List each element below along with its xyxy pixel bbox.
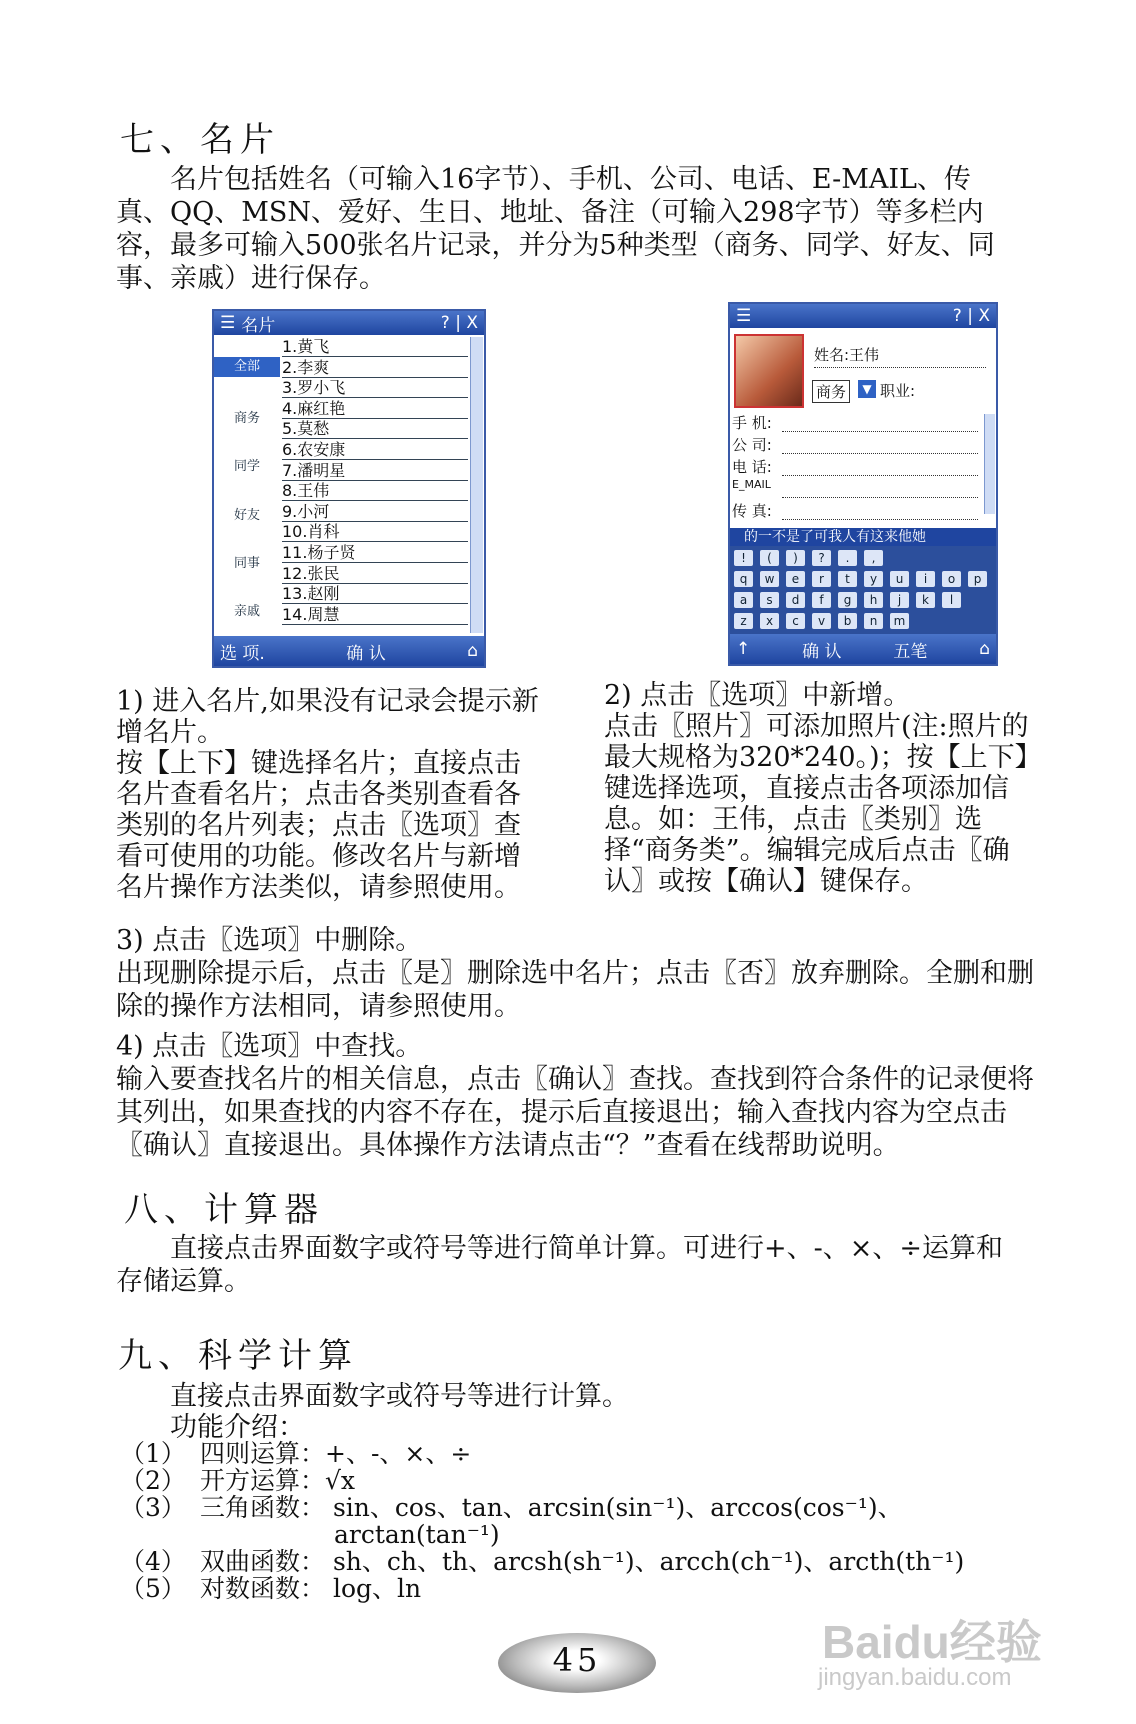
help-close-icons[interactable]: ? | X [440, 313, 478, 333]
keyboard-key[interactable]: f [812, 592, 831, 608]
card-list-item[interactable]: 6.农安康 [282, 440, 468, 460]
keyboard-key[interactable]: y [864, 571, 883, 587]
keyboard-key[interactable]: d [786, 592, 805, 608]
section-8-body: 直接点击界面数字或符号等进行简单计算。可进行+、-、×、÷运算和存储运算。 [116, 1233, 1003, 1297]
menu-icon[interactable]: ☰ [220, 313, 236, 333]
function-item-text: 对数函数： log、ln [200, 1574, 422, 1603]
card-list-item[interactable]: 12.张民 [282, 564, 468, 584]
section-9-title: 九、科学计算 [118, 1336, 358, 1376]
confirm-softkey[interactable]: 确 认 [802, 641, 842, 662]
field-underline [782, 452, 978, 454]
keyboard-key[interactable]: . [838, 550, 857, 566]
keyboard-key[interactable]: l [942, 592, 961, 608]
caption-1-head: 1) 进入名片,如果没有记录会提示新增名片。 [116, 686, 539, 748]
field-label[interactable]: 传 真: [732, 502, 772, 520]
baidu-watermark-url: jingyan.baidu.com [818, 1664, 1012, 1691]
name-underline [814, 366, 986, 368]
keyboard-key[interactable]: i [916, 571, 935, 587]
keyboard-key[interactable]: u [890, 571, 909, 587]
keyboard-key[interactable]: e [786, 571, 805, 587]
card-list-screenshot [212, 309, 486, 668]
category-friend[interactable]: 好友 [233, 508, 260, 523]
function-item-number: （4） [120, 1547, 186, 1576]
function-item-number: （2） [120, 1466, 186, 1495]
keyboard-key[interactable]: k [916, 592, 935, 608]
function-item [120, 1440, 1020, 1467]
type-select[interactable]: 商务 [812, 380, 850, 403]
keyboard-key[interactable]: o [942, 571, 961, 587]
keyboard-key[interactable]: p [968, 571, 987, 587]
card-list-item[interactable]: 10.肖科 [282, 522, 468, 542]
input-method-softkey[interactable]: 五笔 [893, 641, 928, 662]
function-item-text: arctan(tan⁻¹) [334, 1520, 500, 1549]
options-softkey[interactable]: 选 项. [220, 643, 265, 664]
function-item [120, 1467, 1020, 1494]
function-item-text: 三角函数： sin、cos、tan、arcsin(sin⁻¹)、arccos(cos⁻¹)、 [200, 1493, 903, 1522]
menu-icon[interactable]: ☰ [736, 306, 752, 326]
keyboard-key[interactable]: ( [760, 550, 779, 566]
caption-2-body: 点击〖照片〗可添加照片(注:照片的最大规格为320*240。)；按【上下】键选择选项，直接点击各项添加信息。如：王伟，点击〖类别〗选择“商务类”。编辑完成后点击〖确认〗或按【确认】键保存。 [604, 711, 1029, 897]
category-classmate[interactable]: 同学 [233, 459, 260, 474]
keyboard-key[interactable]: n [864, 613, 883, 629]
step-4 [116, 1030, 1034, 1162]
confirm-softkey[interactable]: 确 认 [346, 643, 386, 664]
back-icon[interactable]: ↑ [736, 639, 751, 659]
home-icon[interactable]: ⌂ [979, 639, 990, 659]
field-underline [782, 430, 978, 432]
step-4-body: 输入要查找名片的相关信息，点击〖确认〗查找。查找到符合条件的记录便将其列出，如果查找的内容不存在，提示后直接退出；输入查找内容为空点击〖确认〗直接退出。具体操作方法请点击“？”查看在线帮助说明。 [116, 1064, 1034, 1161]
keyboard-key[interactable]: j [890, 592, 909, 608]
section-9-body: 直接点击界面数字或符号等进行计算。 [170, 1381, 629, 1412]
category-colleague[interactable]: 同事 [233, 556, 260, 571]
keyboard-key[interactable]: h [864, 592, 883, 608]
keyboard-key[interactable]: m [890, 613, 909, 629]
home-icon[interactable]: ⌂ [467, 641, 478, 661]
screen1-titlebar [214, 311, 484, 335]
keyboard-key[interactable]: ? [812, 550, 831, 566]
card-list-item[interactable]: 14.周慧 [282, 605, 468, 625]
keyboard-key[interactable]: v [812, 613, 831, 629]
keyboard-key[interactable]: t [838, 571, 857, 587]
function-item-text: 开方运算：√x [200, 1466, 356, 1495]
category-all[interactable]: 全部 [214, 357, 280, 377]
screen2-titlebar [730, 304, 996, 328]
step-3 [116, 924, 1034, 1023]
field-label[interactable]: E_MAIL [732, 478, 771, 491]
chevron-down-icon[interactable]: ▼ [858, 380, 876, 398]
name-field[interactable]: 姓名:王伟 [814, 346, 880, 364]
screen2-scrollbar[interactable] [984, 414, 995, 514]
keyboard-key[interactable]: a [734, 592, 753, 608]
card-list-item[interactable]: 5.莫愁 [282, 419, 468, 439]
keyboard-key[interactable]: g [838, 592, 857, 608]
caption-1-body: 按【上下】键选择名片；直接点击名片查看名片；点击各类别查看各类别的名片列表；点击〖选项〗查看可使用的功能。修改名片与新增名片操作方法类似，请参照使用。 [116, 748, 521, 903]
function-item-number: （3） [120, 1493, 186, 1522]
step-4-head: 4) 点击〖选项〗中查找。 [116, 1031, 423, 1062]
function-item-number: （1） [120, 1439, 186, 1468]
keyboard-key[interactable]: w [760, 571, 779, 587]
step-3-head: 3) 点击〖选项〗中删除。 [116, 925, 423, 956]
function-item [120, 1494, 1020, 1521]
job-field[interactable]: 职业: [880, 382, 916, 400]
category-relative[interactable]: 亲戚 [233, 604, 260, 619]
keyboard-key[interactable]: x [760, 613, 779, 629]
function-item [120, 1521, 1020, 1548]
card-list-item[interactable]: 3.罗小飞 [282, 378, 468, 398]
keyboard-key[interactable]: ! [734, 550, 753, 566]
function-item [120, 1548, 1020, 1575]
function-list [120, 1440, 1020, 1602]
keyboard-key[interactable]: c [786, 613, 805, 629]
field-underline [782, 518, 978, 520]
screen1-scrollbar[interactable] [470, 337, 483, 633]
caption-2 [604, 680, 1032, 897]
step-3-body: 出现删除提示后，点击〖是〗删除选中名片；点击〖否〗放弃删除。全删和删除的操作方法相同，请参照使用。 [116, 958, 1034, 1022]
keyboard-key[interactable]: s [760, 592, 779, 608]
field-label[interactable]: 手 机: [732, 414, 772, 432]
function-item-text: 双曲函数： sh、ch、th、arcsh(sh⁻¹)、arcch(ch⁻¹)、arcth(th⁻¹) [200, 1547, 965, 1576]
section-7-intro: 名片包括姓名（可输入16字节）、手机、公司、电话、E-MAIL、传真、QQ、MSN、爱好、生日、地址、备注（可输入298字节）等多栏内容，最多可输入500张名片记录，并分为5种类型（商务、同学、好友、同事、亲戚）进行保存。 [116, 164, 995, 294]
section-8-title: 八、计算器 [124, 1190, 324, 1230]
function-item-number: （5） [120, 1574, 186, 1603]
page-number: 45 [552, 1641, 602, 1679]
card-list-item[interactable]: 7.潘明星 [282, 461, 468, 481]
function-item [120, 1575, 1020, 1602]
category-business[interactable]: 商务 [233, 411, 260, 426]
baidu-watermark-logo: Baidu经验 [822, 1616, 1042, 1668]
screen1-bottom-bar [214, 636, 484, 666]
keyboard-key[interactable]: ) [786, 550, 805, 566]
field-label[interactable]: 公 司: [732, 436, 772, 454]
section-9-intro: 功能介绍： [170, 1412, 305, 1443]
field-underline [782, 474, 978, 476]
section-7-title: 七、名片 [120, 120, 280, 160]
candidate-bar[interactable]: 的一不是了可我人有这来他她 [730, 528, 996, 546]
screen1-title: 名片 [241, 315, 276, 336]
card-list-item[interactable]: 9.小河 [282, 502, 468, 522]
keyboard-key[interactable]: q [734, 571, 753, 587]
keyboard-key[interactable]: z [734, 613, 753, 629]
card-list-item[interactable]: 4.麻红艳 [282, 399, 468, 419]
card-list-item[interactable]: 1.黄飞 [282, 337, 468, 357]
field-underline [782, 496, 978, 498]
keyboard-key[interactable]: , [864, 550, 883, 566]
field-label[interactable]: 电 话: [732, 458, 772, 476]
screen2-bottom-bar [730, 634, 996, 664]
card-list-item[interactable]: 11.杨子贤 [282, 543, 468, 563]
card-list-item[interactable]: 2.李爽 [282, 358, 468, 378]
keyboard-key[interactable]: b [838, 613, 857, 629]
photo-frame[interactable] [734, 334, 804, 408]
card-list-item[interactable]: 13.赵刚 [282, 584, 468, 604]
card-list-item[interactable]: 8.王伟 [282, 481, 468, 501]
function-item-text: 四则运算：+、-、×、÷ [200, 1439, 472, 1468]
caption-1 [116, 686, 544, 903]
help-close-icons[interactable]: ? | X [952, 306, 990, 326]
card-edit-screenshot [728, 302, 998, 666]
keyboard-key[interactable]: r [812, 571, 831, 587]
caption-2-head: 2) 点击〖选项〗中新增。 [604, 680, 911, 711]
